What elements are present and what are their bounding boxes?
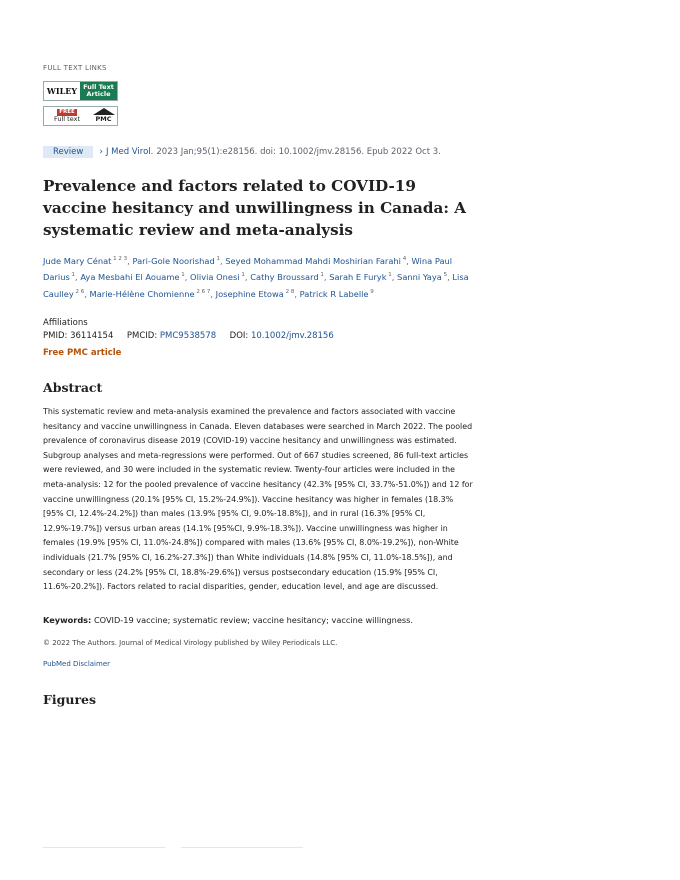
author-link[interactable]: Seyed Mohammad Mahdi Moshirian Farahi bbox=[225, 255, 401, 266]
affiliations-toggle[interactable]: Affiliations bbox=[43, 318, 88, 328]
article-type-badge: Review bbox=[43, 146, 93, 158]
article-title: Prevalence and factors related to COVID-19 vaccine hesitancy and unwillingness in Canada: A systematic review and meta-analysis bbox=[43, 177, 467, 239]
author-affiliation-refs[interactable]: 1 bbox=[386, 272, 392, 279]
keywords-text: COVID-19 vaccine; systematic review; vaccine hesitancy; vaccine willingness. bbox=[93, 615, 413, 625]
chevron-right-icon: › bbox=[99, 147, 103, 157]
abstract-heading: Abstract bbox=[43, 380, 103, 395]
author-affiliation-refs[interactable]: 1 bbox=[239, 272, 245, 279]
doi-link[interactable]: 10.1002/jmv.28156 bbox=[250, 331, 334, 341]
identifiers: PMID: 36114154 PMCID: PMC9538578 DOI: 10.1002/jmv.28156 bbox=[43, 331, 334, 341]
figure-thumbnail[interactable] bbox=[181, 847, 303, 848]
figure-thumbnail[interactable] bbox=[43, 847, 165, 848]
author-link[interactable]: Sarah E Furyk bbox=[329, 272, 387, 283]
author-link[interactable]: Patrick R Labelle bbox=[299, 288, 369, 299]
author-link[interactable]: Pari-Gole Noorishad bbox=[132, 255, 215, 266]
author-link[interactable]: Lisa Caulley bbox=[43, 272, 469, 299]
author-link[interactable]: Olivia Onesi bbox=[190, 272, 240, 283]
pmc-roof-icon bbox=[93, 108, 115, 115]
author-link[interactable]: Aya Mesbahi El Aouame bbox=[80, 272, 180, 283]
figures-heading: Figures bbox=[43, 692, 97, 707]
author-affiliation-refs[interactable]: 1 2 3 bbox=[111, 256, 128, 262]
author-affiliation-refs[interactable]: 1 bbox=[214, 256, 220, 262]
author-affiliation-refs[interactable]: 1 bbox=[318, 272, 324, 279]
full-text-links-label: FULL TEXT LINKS bbox=[43, 64, 107, 72]
pmid-value: 36114154 bbox=[70, 331, 114, 341]
pubmed-disclaimer-link[interactable]: PubMed Disclaimer bbox=[43, 660, 111, 668]
abstract-text: This systematic review and meta-analysis examined the prevalence and factors associated with vaccine hesitancy and vaccine unwillingness in Canada. Eleven databases were searched in March 2022. The pooled prevalence of coronavirus disease 2019 (COVID-19) vaccine hesitancy and unwillingness was estimated. Subgroup analyses and meta-regressions were performed. Out of 667 studies screened, 86 full-text articles were reviewed, and 30 were included in the systematic review. Twenty-four articles were included in the meta-analysis: 12 for the pooled prevalence of vaccine hesitancy (42.3% [95% CI, 33.7%-51.0%]) and 12 for vaccine unwillingness (20.1% [95% CI, 15.2%-24.9%]). Vaccine hesitancy was higher in females (18.3% [95% CI, 12.4%-24.2%]) than males (13.9% [95% CI, 9.0%-18.8%]), and in rural (16.3% [95% CI, 12.9%-19.7%]) versus urban areas (14.1% [95%CI, 9.9%-18.3%]). Vaccine unwillingness was higher in females (19.9% [95% CI, 11.0%-24.8%]) compared with males (13.6% [95% CI, 8.0%-19.2%]), non-White individuals (21.7% [95% CI, 16.2%-27.3%]) than White individuals (14.8% [95% CI, 11.0%-18.5%]), and secondary or less (24.2% [95% CI, 18.8%-29.6%]) versus postsecondary education (15.9% [95% CI, 11.6%-20.2%]). Factors related to racial disparities, gender, education level, and age are discussed. bbox=[43, 407, 473, 592]
pmc-logo: PMC bbox=[90, 107, 117, 125]
pmcid-link[interactable]: PMC9538578 bbox=[159, 331, 217, 341]
author-link[interactable]: Sanni Yaya bbox=[397, 272, 442, 283]
author-link[interactable]: Jude Mary Cénat bbox=[43, 255, 112, 266]
wiley-full-text-link[interactable] bbox=[43, 81, 118, 101]
wiley-logo: WILEY bbox=[44, 82, 80, 100]
keywords bbox=[43, 615, 473, 625]
wiley-full-text-label: Full Text Article bbox=[80, 82, 117, 100]
author-affiliation-refs[interactable]: 2 6 7 bbox=[194, 288, 211, 295]
journal-link[interactable]: J Med Virol. bbox=[105, 147, 154, 157]
author-affiliation-refs[interactable]: 4 bbox=[400, 256, 407, 262]
author-affiliation-refs[interactable]: 1 bbox=[69, 272, 76, 279]
citation-line bbox=[43, 146, 441, 158]
author-link[interactable]: Josephine Etowa bbox=[215, 288, 284, 299]
author-affiliation-refs[interactable]: 1 bbox=[179, 272, 185, 279]
citation-details: 2023 Jan;95(1):e28156. doi: 10.1002/jmv.28156. Epub 2022 Oct 3. bbox=[156, 147, 441, 157]
pmc-full-text-link[interactable] bbox=[43, 106, 118, 126]
author-list: Jude Mary Cénat $^{1 2 3}$, Pari-Gole Noorishad $^1$, Seyed Mohammad Mahdi Moshirian Farahi $^4$, Wina Paul Darius $^1$, Aya Mesbahi El Aouame $^1$, Olivia Onesi $^1$, Cathy Broussard $^1$, Sarah E Furyk $^1$, Sanni Yaya $^5$, Lisa Caulley $^{2 6}$, Marie-Hélène Chomienne $^{2 6 7}$, Josephine Etowa $^{2 8}$, Patrick R Labelle $^9$ bbox=[43, 255, 469, 299]
author-affiliation-refs[interactable]: 5 bbox=[441, 272, 448, 279]
copyright-notice: © 2022 The Authors. Journal of Medical Virology published by Wiley Periodicals LLC. bbox=[43, 639, 338, 647]
author-link[interactable]: Marie-Hélène Chomienne bbox=[89, 288, 195, 299]
full-text-label: Full text bbox=[53, 115, 80, 123]
author-link[interactable]: Wina Paul Darius bbox=[43, 255, 453, 283]
author-affiliation-refs[interactable]: 2 8 bbox=[283, 288, 295, 295]
keywords-label: Keywords: bbox=[43, 615, 92, 625]
author-affiliation-refs[interactable]: 9 bbox=[368, 288, 374, 295]
author-affiliation-refs[interactable]: 2 6 bbox=[73, 288, 85, 295]
free-badge: FREE bbox=[59, 109, 75, 115]
author-link[interactable]: Cathy Broussard bbox=[250, 272, 319, 283]
free-pmc-article-label: Free PMC article bbox=[43, 348, 122, 358]
